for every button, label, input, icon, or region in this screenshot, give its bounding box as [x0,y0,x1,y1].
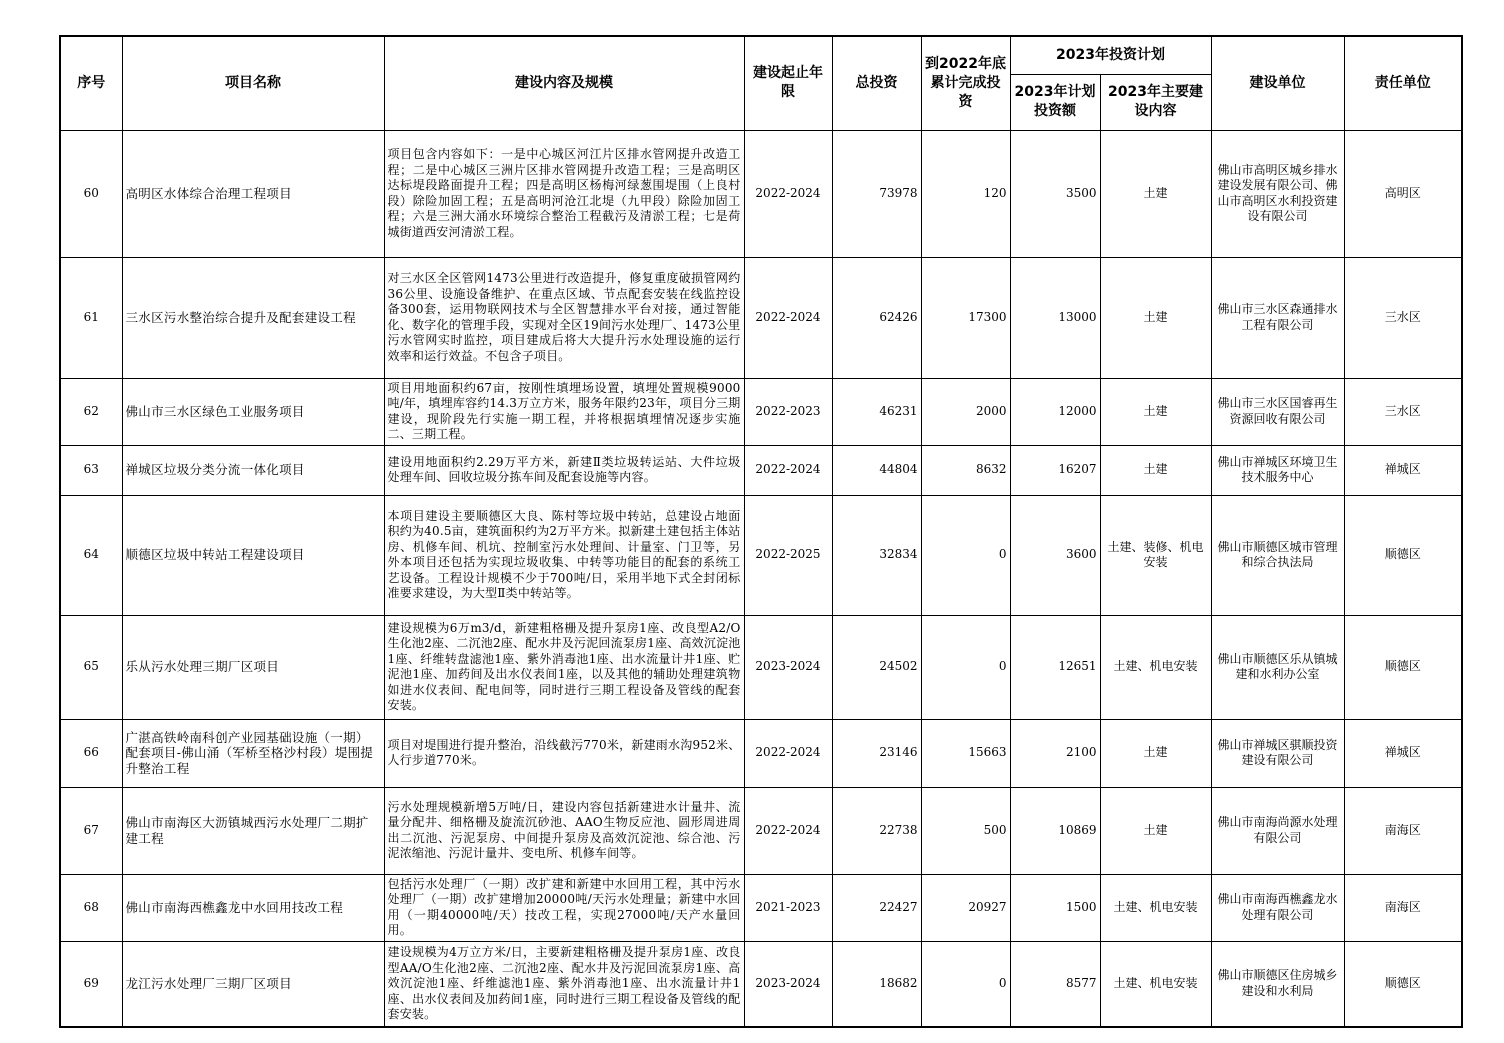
table-cell-builder: 佛山市南海西樵鑫龙水处理有限公司 [1211,874,1344,941]
table-row [60,378,1462,445]
table-cell-done-2022: 2000 [921,378,1010,445]
table-cell-done-2022: 17300 [921,257,1010,378]
table-cell-plan-content: 土建 [1100,787,1211,874]
table-cell-responsible: 禅城区 [1344,719,1462,787]
table-cell-total: 32834 [832,495,921,615]
table-cell-period: 2022-2024 [744,787,832,874]
table-cell-plan-content: 土建、机电安装 [1100,874,1211,941]
table-cell-done-2022: 120 [921,130,1010,257]
table-cell-builder: 佛山市南海尚源水处理有限公司 [1211,787,1344,874]
header-done2022: 到2022年底累计完成投资 [921,36,1010,130]
table-cell-done-2022: 8632 [921,445,1010,495]
table-cell-builder: 佛山市三水区国睿再生资源回收有限公司 [1211,378,1344,445]
table-row [60,874,1462,941]
table-cell-total: 46231 [832,378,921,445]
table-cell-period: 2022-2024 [744,445,832,495]
table-cell-content: 建设规模为4万立方米/日，主要新建粗格栅及提升泵房1座、改良型AA/O生化池2座、二沉池2座、配水井及污泥回流泵房1座、高效沉淀池1座、纤维滤池1座、紫外消毒池1座、出水流量计井1座、出水仪表间及加药间1座，同时进行三期工程设备及管线的配套安装。 [384,941,744,1027]
table-cell-total: 24502 [832,615,921,719]
table-cell-seq: 69 [60,941,122,1027]
table-cell-seq: 67 [60,787,122,874]
table-cell-plan-2023: 13000 [1010,257,1100,378]
table-cell-period: 2022-2023 [744,378,832,445]
table-row [60,941,1462,1027]
table-cell-name: 三水区污水整治综合提升及配套建设工程 [122,257,384,378]
table-cell-plan-2023: 2100 [1010,719,1100,787]
table-cell-seq: 61 [60,257,122,378]
table-cell-name: 高明区水体综合治理工程项目 [122,130,384,257]
table-cell-content: 本项目建设主要顺德区大良、陈村等垃圾中转站，总建设占地面积约为40.5亩，建筑面积约为2万平方米。拟新建土建包括主体站房、机修车间、机坑、控制室污水处理间、计量室、门卫等，另外本项目还包括为实现垃圾收集、中转等功能目的配套的系统工艺设备。工程设计规模不少于700吨/日，采用半地下式全封闭标准要求建设，为大型Ⅱ类中转站等。 [384,495,744,615]
table-cell-plan-2023: 3500 [1010,130,1100,257]
table-cell-plan-content: 土建 [1100,445,1211,495]
table-cell-total: 22427 [832,874,921,941]
table-cell-plan-2023: 12651 [1010,615,1100,719]
table-cell-plan-2023: 12000 [1010,378,1100,445]
table-row [60,615,1462,719]
table-cell-total: 23146 [832,719,921,787]
table-cell-plan-content: 土建、装修、机电安装 [1100,495,1211,615]
table-row [60,787,1462,874]
table-cell-content: 建设用地面积约2.29万平方米，新建Ⅱ类垃圾转运站、大件垃圾处理车间、回收垃圾分拣车间及配套设施等内容。 [384,445,744,495]
table-cell-done-2022: 0 [921,495,1010,615]
header-seq: 序号 [60,36,122,130]
table-cell-content: 项目包含内容如下：一是中心城区河江片区排水管网提升改造工程；二是中心城区三洲片区排水管网提升改造工程；三是高明区达标堤段路面提升工程；四是高明区杨梅河绿葱围堤围（上良村段）除险加固工程；五是高明河沧江北堤（九甲段）除险加固工程；六是三洲大涌水环境综合整治工程截污及清淤工程；七是荷城街道西安河清淤工程。 [384,130,744,257]
table-cell-done-2022: 0 [921,615,1010,719]
table-cell-done-2022: 20927 [921,874,1010,941]
table-cell-plan-content: 土建 [1100,257,1211,378]
table-cell-total: 18682 [832,941,921,1027]
project-table [59,35,1463,1028]
table-cell-builder: 佛山市禅城区环境卫生技术服务中心 [1211,445,1344,495]
table-cell-content: 对三水区全区管网1473公里进行改造提升，修复重度破损管网约36公里、设施设备维护、在重点区域、节点配套安装在线监控设备300套，运用物联网技术与全区智慧排水平台对接，通过智能化、数字化的管理手段，实现对全区19间污水处理厂、1473公里污水管网实时监控，项目建成后将大大提升污水处理设施的运行效率和运行效益。不包含子项目。 [384,257,744,378]
table-cell-content: 包括污水处理厂（一期）改扩建和新建中水回用工程，其中污水处理厂（一期）改扩建增加20000吨/天污水处理量；新建中水回用（一期40000吨/天）技改工程，实现27000吨/天产水量回用。 [384,874,744,941]
header-content: 建设内容及规模 [384,36,744,130]
table-cell-done-2022: 500 [921,787,1010,874]
header-builder: 建设单位 [1211,36,1344,130]
table-cell-seq: 62 [60,378,122,445]
table-cell-seq: 65 [60,615,122,719]
header-name: 项目名称 [122,36,384,130]
table-cell-period: 2022-2025 [744,495,832,615]
table-cell-responsible: 高明区 [1344,130,1462,257]
table-cell-period: 2023-2024 [744,941,832,1027]
table-cell-total: 22738 [832,787,921,874]
table-cell-builder: 佛山市高明区城乡排水建设发展有限公司、佛山市高明区水利投资建设有限公司 [1211,130,1344,257]
table-cell-period: 2023-2024 [744,615,832,719]
table-cell-plan-content: 土建 [1100,719,1211,787]
table-row [60,719,1462,787]
table-cell-responsible: 顺德区 [1344,615,1462,719]
table-cell-responsible: 南海区 [1344,874,1462,941]
table-cell-plan-content: 土建、机电安装 [1100,941,1211,1027]
table-row [60,130,1462,257]
table-cell-plan-content: 土建、机电安装 [1100,615,1211,719]
table-cell-name: 佛山市三水区绿色工业服务项目 [122,378,384,445]
table-row [60,495,1462,615]
table-cell-responsible: 顺德区 [1344,941,1462,1027]
table-cell-seq: 68 [60,874,122,941]
table-cell-seq: 66 [60,719,122,787]
table-cell-plan-2023: 8577 [1010,941,1100,1027]
table-cell-builder: 佛山市禅城区骐顺投资建设有限公司 [1211,719,1344,787]
table-cell-builder: 佛山市三水区森通排水工程有限公司 [1211,257,1344,378]
table-cell-plan-2023: 3600 [1010,495,1100,615]
table-row [60,257,1462,378]
table-cell-plan-content: 土建 [1100,378,1211,445]
table-cell-period: 2022-2024 [744,130,832,257]
table-cell-period: 2022-2024 [744,719,832,787]
table-cell-builder: 佛山市顺德区城市管理和综合执法局 [1211,495,1344,615]
table-cell-plan-content: 土建 [1100,130,1211,257]
header-period: 建设起止年限 [744,36,832,130]
table-cell-period: 2022-2024 [744,257,832,378]
table-cell-seq: 63 [60,445,122,495]
table-cell-responsible: 三水区 [1344,257,1462,378]
table-cell-builder: 佛山市顺德区乐从镇城建和水利办公室 [1211,615,1344,719]
table-cell-responsible: 三水区 [1344,378,1462,445]
table-cell-name: 佛山市南海区大沥镇城西污水处理厂二期扩建工程 [122,787,384,874]
table-cell-total: 62426 [832,257,921,378]
header-responsible: 责任单位 [1344,36,1462,130]
table-cell-name: 广湛高铁岭南科创产业园基础设施（一期）配套项目-佛山涌（军桥至格沙村段）堤围提升整治工程 [122,719,384,787]
table-cell-name: 乐从污水处理三期厂区项目 [122,615,384,719]
table-cell-total: 44804 [832,445,921,495]
table-cell-responsible: 禅城区 [1344,445,1462,495]
header-plan2023-content: 2023年主要建设内容 [1100,74,1211,130]
table-cell-name: 龙江污水处理厂三期厂区项目 [122,941,384,1027]
table-cell-name: 佛山市南海西樵鑫龙中水回用技改工程 [122,874,384,941]
table-cell-responsible: 南海区 [1344,787,1462,874]
table-cell-plan-2023: 1500 [1010,874,1100,941]
header-total: 总投资 [832,36,921,130]
table-cell-content: 项目对堤围进行提升整治，沿线截污770米，新建雨水沟952米、人行步道770米。 [384,719,744,787]
table-cell-builder: 佛山市顺德区住房城乡建设和水利局 [1211,941,1344,1027]
table-row [60,445,1462,495]
table-cell-responsible: 顺德区 [1344,495,1462,615]
table-cell-done-2022: 0 [921,941,1010,1027]
table-cell-period: 2021-2023 [744,874,832,941]
table-cell-name: 禅城区垃圾分类分流一体化项目 [122,445,384,495]
table-cell-done-2022: 15663 [921,719,1010,787]
header-plan2023-group: 2023年投资计划 [1010,36,1211,74]
table-cell-content: 建设规模为6万m3/d，新建粗格栅及提升泵房1座、改良型A2/O生化池2座、二沉池2座、配水井及污泥回流泵房1座、高效沉淀池1座、纤维转盘滤池1座、紫外消毒池1座、出水流量计井1座、贮泥池1座、加药间及出水仪表间1座，以及其他的辅助处理建筑物如进水仪表间、配电间等，同时进行三期工程设备及管线的配套安装。 [384,615,744,719]
table-cell-content: 项目用地面积约67亩，按刚性填埋场设置，填埋处置规模9000吨/年，填埋库容约14.3万立方米，服务年限约23年，项目分三期建设，现阶段先行实施一期工程，并将根据填埋情况逐步实施二、三期工程。 [384,378,744,445]
table-cell-content: 污水处理规模新增5万吨/日，建设内容包括新建进水计量井、流量分配井、细格栅及旋流沉砂池、AAO生物反应池、圆形周进周出二沉池、污泥泵房、中间提升泵房及高效沉淀池、综合池、污泥浓缩池、污泥计量井、变电所、机修车间等。 [384,787,744,874]
table-cell-total: 73978 [832,130,921,257]
table-cell-plan-2023: 10869 [1010,787,1100,874]
table-cell-seq: 60 [60,130,122,257]
header-plan2023-amount: 2023年计划投资额 [1010,74,1100,130]
table-cell-plan-2023: 16207 [1010,445,1100,495]
table-cell-name: 顺德区垃圾中转站工程建设项目 [122,495,384,615]
table-cell-seq: 64 [60,495,122,615]
